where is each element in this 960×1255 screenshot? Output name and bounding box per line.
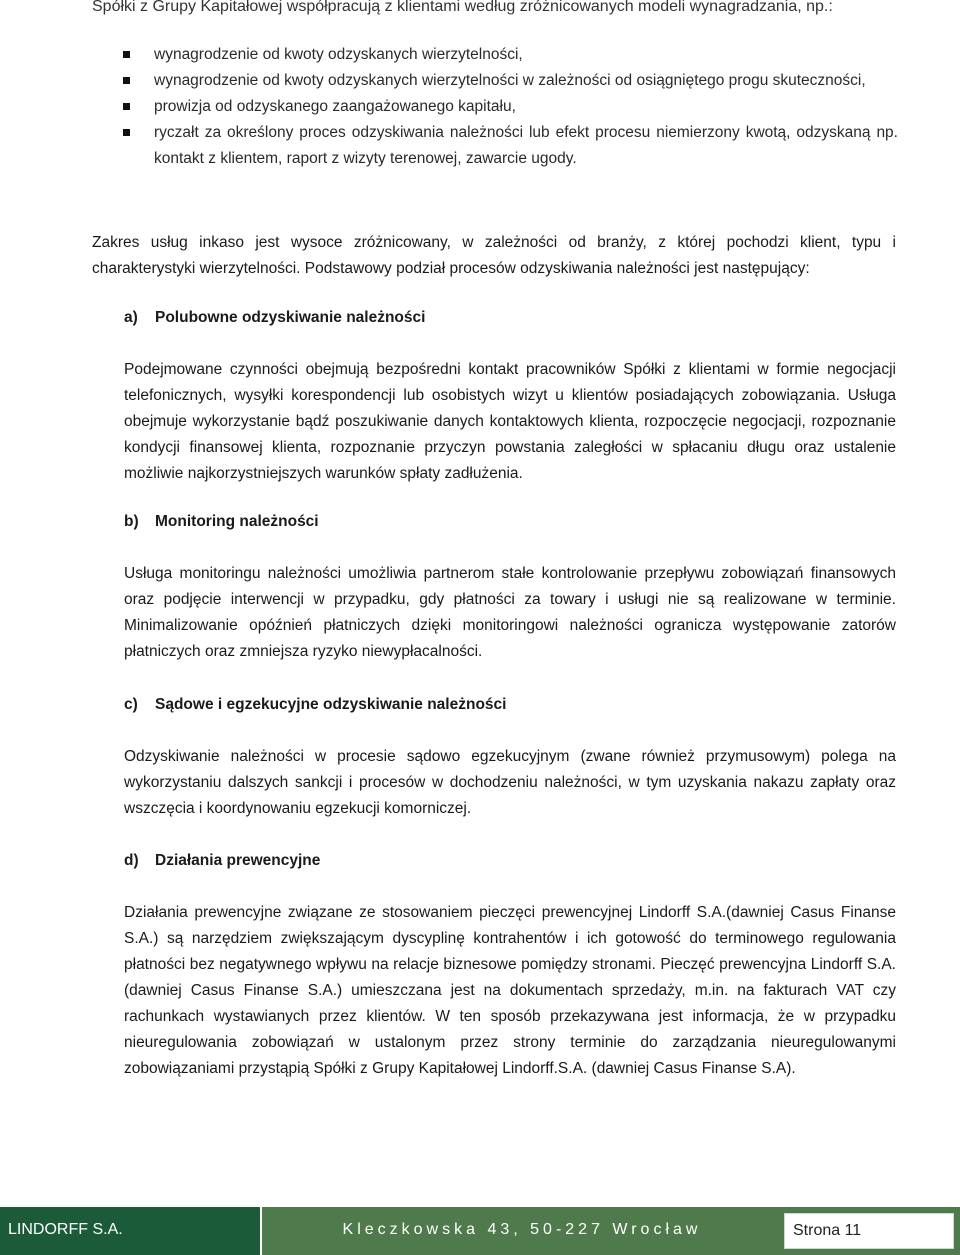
section-heading-c: [124, 692, 506, 718]
section-title: Sądowe i egzekucyjne odzyskiwanie należności: [155, 696, 507, 713]
list-item: [92, 94, 898, 120]
page-number-box: [784, 1213, 954, 1249]
section-title: Działania prewencyjne: [155, 852, 321, 869]
page-number: Strona 11: [793, 1222, 862, 1239]
square-bullet-icon: [123, 103, 130, 110]
section-heading-b: [124, 509, 319, 535]
list-item-text: wynagrodzenie od kwoty odzyskanych wierzytelności w zależności od osiągniętego progu skuteczności,: [154, 72, 866, 89]
section-title: Monitoring należności: [155, 513, 319, 530]
scope-paragraph-part2: Podstawowy podział procesów odzyskiwania należności jest następujący:: [300, 260, 810, 277]
section-body-b: Usługa monitoringu należności umożliwia partnerom stałe kontrolowanie przepływu zobowiązań finansowych oraz podjęcie interwencji w przypadku, gdy płatności za towary i usługi nie są realizowane w terminie. Minimalizowanie opóźnień płatniczych dzięki monitoringowi należności ogranicza występowanie zatorów płatniczych oraz zmniejsza ryzyko niewypłacalności.: [124, 565, 896, 660]
list-item: [92, 120, 898, 172]
scope-paragraph: [92, 230, 896, 282]
section-title: Polubowne odzyskiwanie należności: [155, 309, 426, 326]
footer-brand: LINDORFF S.A.: [8, 1221, 123, 1238]
intro-line: Spółki z Grupy Kapitałowej współpracują z klientami według zróżnicowanych modeli wynagradzania, np.:: [92, 0, 833, 15]
page-footer: [0, 1207, 960, 1255]
square-bullet-icon: [123, 129, 130, 136]
list-item: [92, 42, 898, 68]
square-bullet-icon: [123, 77, 130, 84]
footer-address: Kleczkowska 43, 50-227 Wrocław: [342, 1221, 702, 1238]
section-heading-a: [124, 305, 425, 331]
square-bullet-icon: [123, 51, 130, 58]
remuneration-models-list: [92, 42, 898, 172]
section-letter: b): [124, 513, 139, 530]
scope-paragraph-part1: Zakres usług inkaso jest wysoce zróżnicowany, w zależności od branży, z której pochodzi klient, typu i charakterystyki wierzytelności.: [92, 234, 896, 277]
list-item-text: wynagrodzenie od kwoty odzyskanych wierzytelności,: [154, 46, 523, 63]
list-item: [92, 68, 898, 94]
section-letter: a): [124, 309, 138, 326]
section-body-c: Odzyskiwanie należności w procesie sądowo egzekucyjnym (zwane również przymusowym) polega na wykorzystaniu dalszych sankcji i procesów w dochodzeniu należności, w tym uzyskania nakazu zapłaty oraz wszczęcia i koordynowaniu egzekucji komorniczej.: [124, 748, 896, 817]
section-letter: c): [124, 696, 138, 713]
section-heading-d: [124, 848, 320, 874]
section-letter: d): [124, 852, 139, 869]
section-body-d: Działania prewencyjne związane ze stosowaniem pieczęci prewencyjnej Lindorff S.A.(dawniej Casus Finanse S.A.) są narzędziem zwiększającym dyscyplinę kontrahentów i ich gotowość do terminowego regulowania płatności bez negatywnego wpływu na relacje biznesowe pomiędzy stronami. Pieczęć prewencyjna Lindorff S.A. (dawniej Casus Finanse S.A.) umieszczana jest na dokumentach sprzedaży, m.in. na fakturach VAT czy rachunkach wystawianych przez klientów. W ten sposób przekazywana jest informacja, że w przypadku nieuregulowania zobowiązań w ustalonym przez strony terminie do zarządzania nieuregulowanymi zobowiązaniami przystąpią Spółki z Grupy Kapitałowej Lindorff.S.A. (dawniej Casus Finanse S.A).: [124, 904, 896, 1077]
section-body-a: Podejmowane czynności obejmują bezpośredni kontakt pracowników Spółki z klientami w formie negocjacji telefonicznych, wysyłki korespondencji lub osobistych wizyt u klientów posiadających zobowiązania. Usługa obejmuje wykorzystanie bądź poszukiwanie danych kontaktowych klienta, rozpoczęcie negocjacji, rozpoznanie kondycji finansowej klienta, rozpoznanie przyczyn powstania zaległości w spłacaniu długu oraz ustalenie możliwie najkorzystniejszych warunków spłaty zadłużenia.: [124, 361, 896, 482]
list-item-text: prowizja od odzyskanego zaangażowanego kapitału,: [154, 98, 516, 115]
list-item-text: ryczałt za określony proces odzyskiwania należności lub efekt procesu niemierzony kwotą, odzyskaną np. kontakt z klientem, raport z wizyty terenowej, zawarcie ugody.: [154, 124, 898, 167]
footer-brand-block: [0, 1207, 262, 1255]
